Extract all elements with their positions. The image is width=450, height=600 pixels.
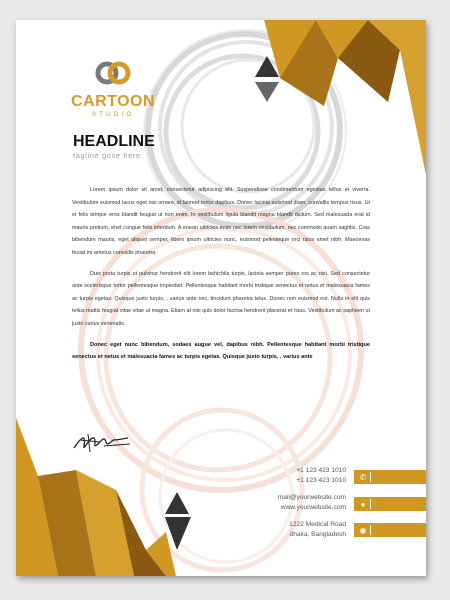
triangle-up-icon [165,492,189,514]
contact-phones [296,466,346,485]
contact-bar-address [354,523,426,537]
address-line: dhaka, Bangladesh [289,530,346,538]
logo-brand-text: CARTOON [70,93,156,110]
letterhead-page [16,20,426,576]
triangle-down-icon [255,82,279,102]
page-headline: HEADLINE [73,133,155,150]
signature [70,430,132,456]
phone-icon: ✆ [359,472,367,482]
body-paragraph-bold: Donec eget nunc bibendum, sodaes augue vel, dapibus nibh. Pellentesque habitant morbi tristique senectus et netus et malesuacia fames ac turpis egetas. Quisque justo turpis, , varius ante [72,341,370,360]
globe-icon: ● [360,499,366,509]
contact-bar-phone [354,470,426,484]
website-address: www.yourwebsite.com [280,503,346,511]
phone-number: +1 123 423 1010 [296,476,346,484]
contact-address [289,520,346,539]
email-address: mail@yourwebsite.com [277,494,346,501]
contact-web [278,493,346,512]
location-pin-icon: ◉ [359,525,367,535]
company-logo [68,58,158,119]
page-tagline: tagline gose here [73,151,141,160]
phone-number: +1 123 423 1010 [296,467,346,474]
address-line: 1222 Medical Road [289,521,346,528]
logo-mark-icon [95,58,131,88]
letter-body [72,184,370,371]
logo-sub-text: STUDIO [91,111,135,118]
body-paragraph: Duis porta turpis ut pulvinar hendrerit elit lorem behichila turpis, lacinia semper pures ros ac nisi. Sed consectetur ante scelerisque tortor pellentesque imperdiet. Pellentesque habitant morbi tristique senectus et netus et malesuacia fames ac turpis egetas. Quisque justo turpis, , varius ante nec, tincidunt pharetra telus. Donec non euismod est. Nulla in elit quis tellus mattis feugiat vitae vitae ut magna. Etiam at nisi quis dolor facinia hendrerit placerat et risus. Vestibulum ac sapheen ut justo varius venenatis. [72,270,370,327]
body-paragraph: Lorem ipsum dolor sit amet, consectetur adipiscing elit. Suspendisse condimentum egestas tellus et viverra. Vestibulum euismod lacus eget nisi ornare, id laoreet tortor dapibus. Donec lacinia euismod diam, convallis tempus risus. Ut et felis tempor eros blandit feugiat ut non enim. In vestibulum ligula blandit magna blandit dictum. Sed malesuada erat id mauris pretium, ehet congue felis interdum. A enean ultricies enim nec lorem vestibulum, nec commodo quam sagittis. Cras bibendum mauris, eget aliquet semper, libero ipsum ultricies nunc, euismod pelenteque orci risus amet nibh. Maecenas feuiat mi ametus convallis pharetra. [72,187,370,256]
contact-bar-web [354,497,426,511]
top-right-ribbon [264,20,426,175]
